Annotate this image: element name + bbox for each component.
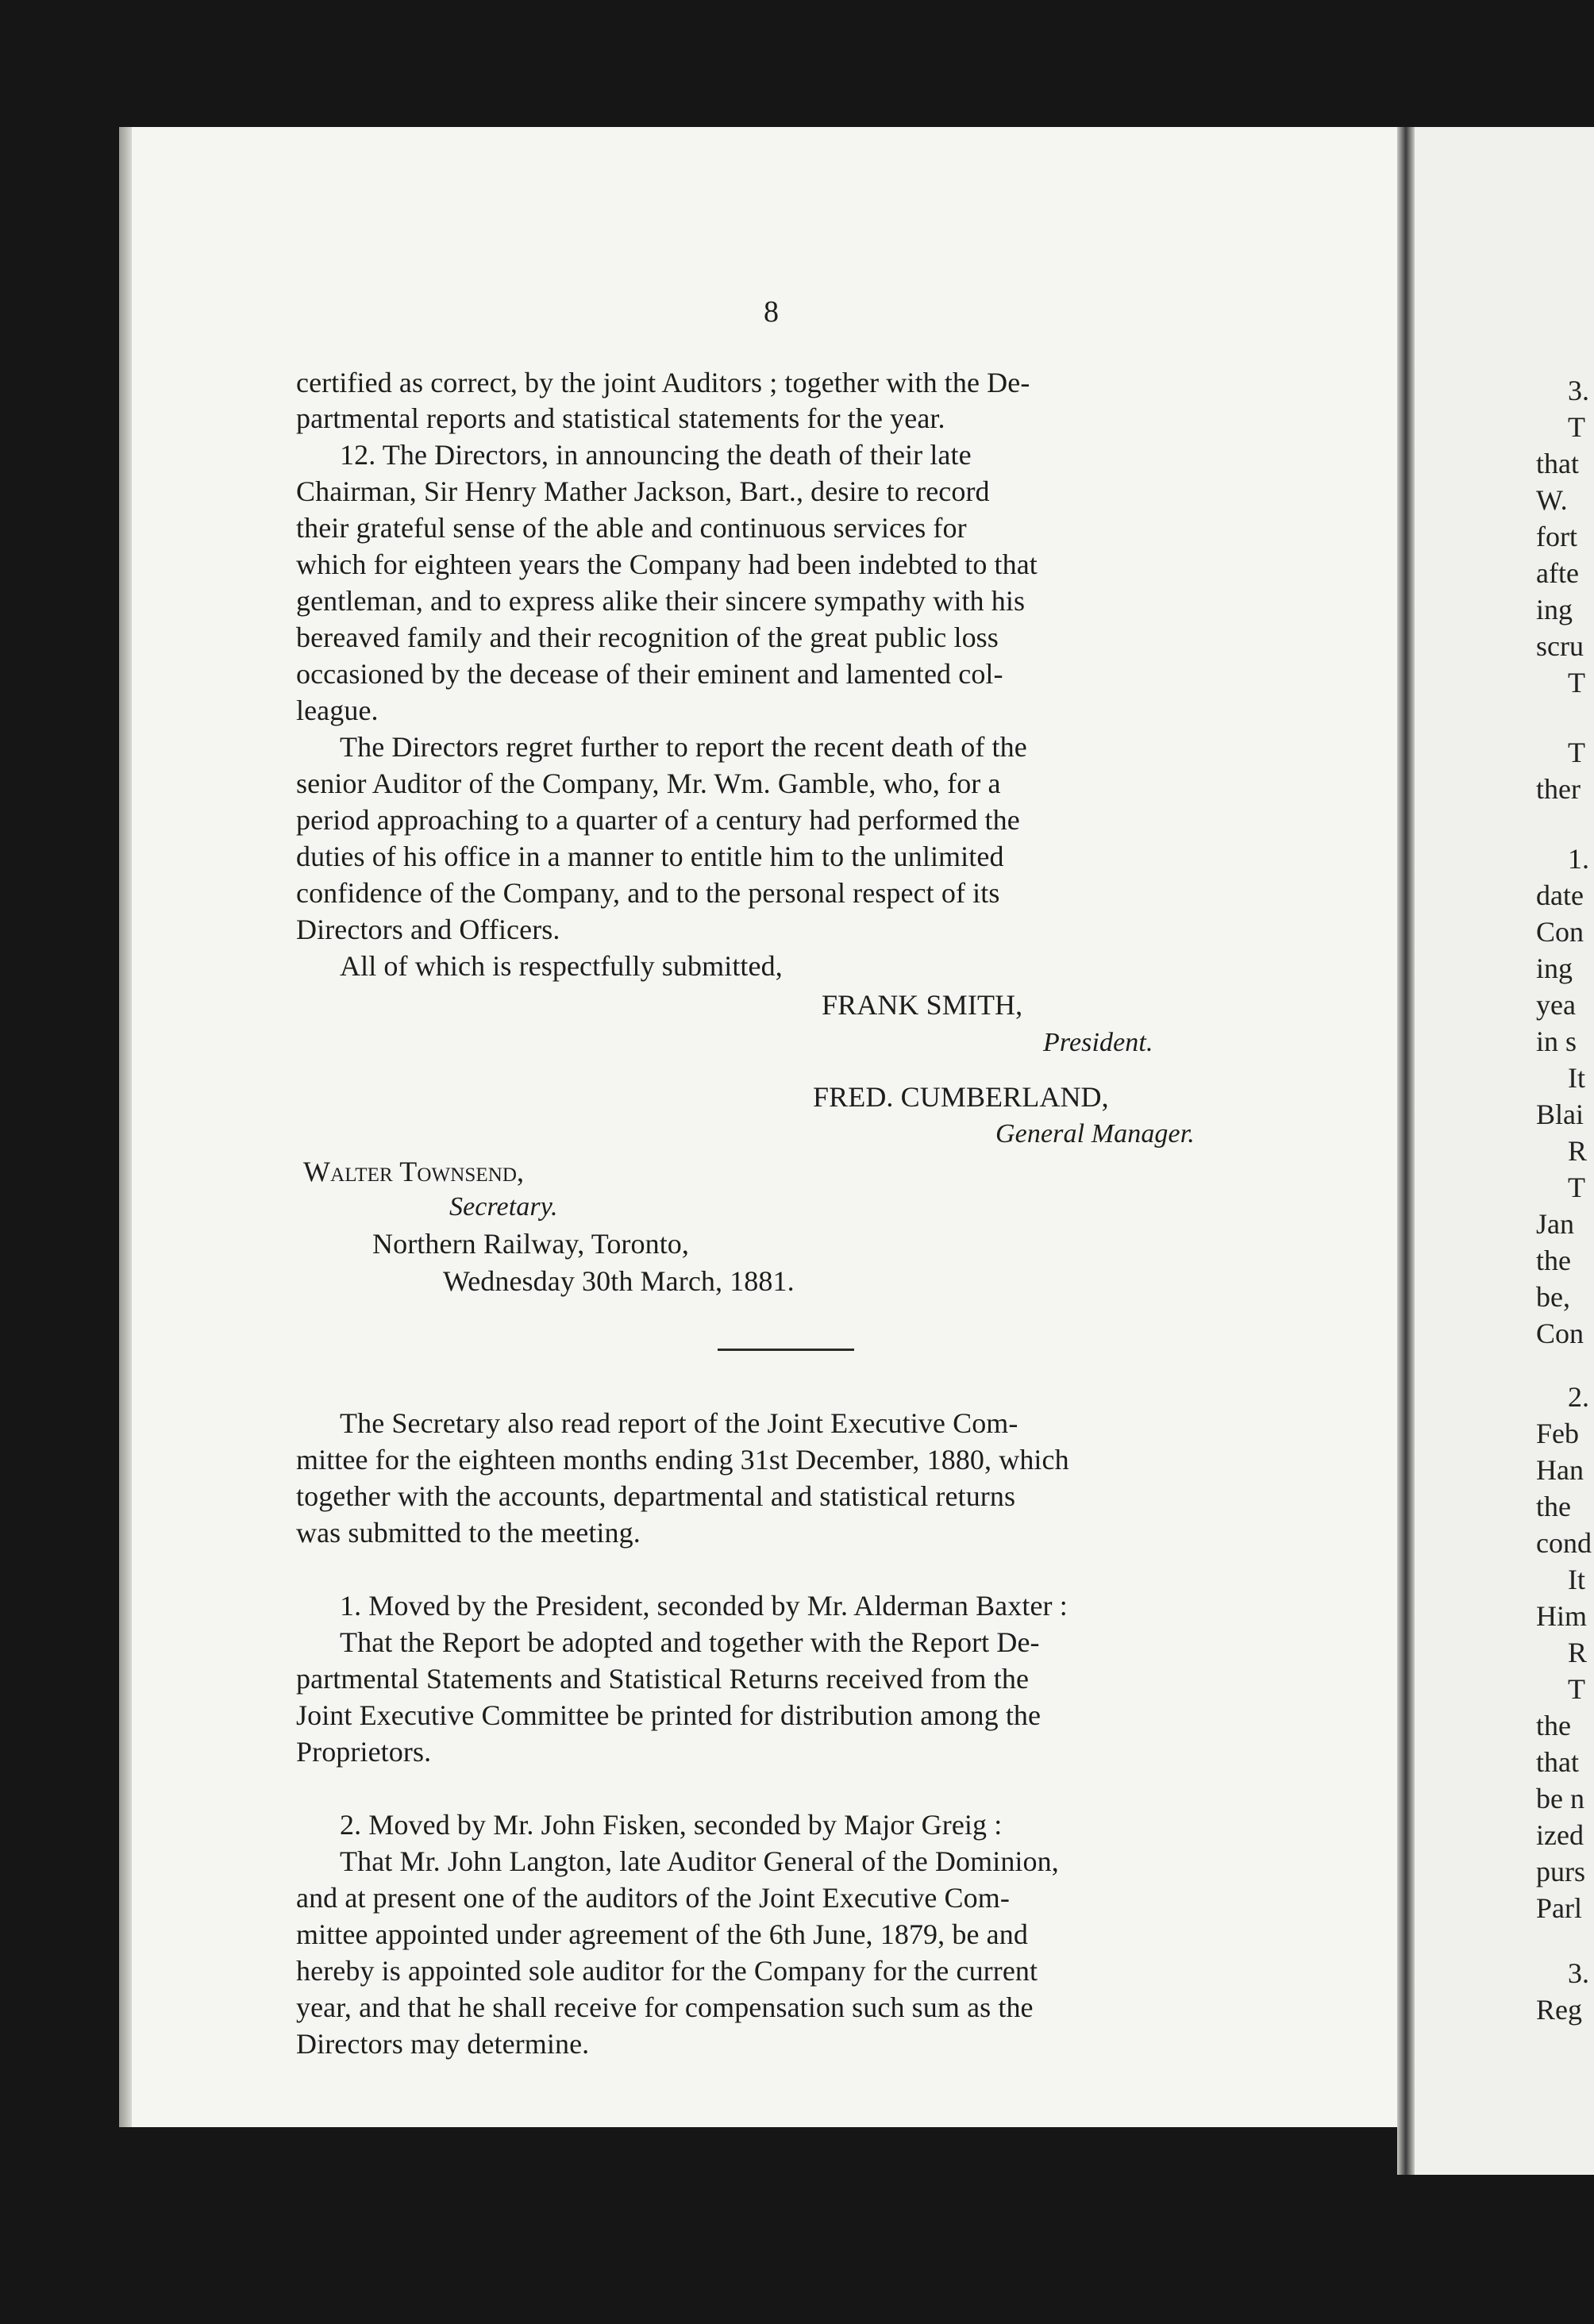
- adjacent-fragment: 2.: [1568, 1381, 1589, 1413]
- adjacent-fragment: Con: [1536, 1318, 1584, 1349]
- adjacent-fragment: purs: [1536, 1856, 1585, 1887]
- text-line: occasioned by the decease of their eminent and lamented col-: [296, 658, 1003, 690]
- text-line: their grateful sense of the able and continuous services for: [296, 512, 967, 544]
- president-name: FRANK SMITH,: [822, 989, 1023, 1021]
- adjacent-fragment: 1.: [1568, 843, 1589, 875]
- manager-name: FRED. CUMBERLAND,: [813, 1081, 1109, 1113]
- text-line: gentleman, and to express alike their sincere sympathy with his: [296, 585, 1026, 617]
- text-line: Directors and Officers.: [296, 914, 560, 945]
- text-line: The Directors regret further to report the recent death of the: [340, 731, 1027, 763]
- text-line: Directors may determine.: [296, 2028, 590, 2060]
- adjacent-fragment: It: [1568, 1062, 1585, 1094]
- adjacent-fragment: the: [1536, 1491, 1571, 1522]
- text-line: together with the accounts, departmental and statistical returns: [296, 1480, 1016, 1512]
- adjacent-fragment: scru: [1536, 630, 1584, 662]
- president-title: President.: [1043, 1028, 1153, 1057]
- date-line: Wednesday 30th March, 1881.: [443, 1265, 795, 1297]
- text-line: partmental Statements and Statistical Returns received from the: [296, 1663, 1030, 1695]
- text-line: Proprietors.: [296, 1736, 432, 1768]
- adjacent-fragment: Him: [1536, 1600, 1588, 1632]
- adjacent-fragment: 3.: [1568, 1957, 1589, 1989]
- adjacent-fragment: that: [1536, 1746, 1579, 1778]
- adjacent-fragment: R: [1568, 1637, 1588, 1668]
- adjacent-fragment: R: [1568, 1135, 1588, 1167]
- text-line: The Secretary also read report of the Joint Executive Com-: [340, 1407, 1018, 1439]
- adjacent-fragment: W.: [1536, 484, 1568, 516]
- manager-title: General Manager.: [995, 1119, 1195, 1149]
- adjacent-fragment: fort: [1536, 521, 1577, 552]
- text-line: year, and that he shall receive for compensation such sum as the: [296, 1991, 1034, 2023]
- text-line: mittee for the eighteen months ending 31st December, 1880, which: [296, 1444, 1069, 1476]
- adjacent-fragment: be n: [1536, 1783, 1584, 1814]
- adjacent-fragment: T: [1568, 1172, 1585, 1203]
- text-line: mittee appointed under agreement of the 6th June, 1879, be and: [296, 1918, 1028, 1950]
- text-line: bereaved family and their recognition of the great public loss: [296, 621, 999, 653]
- adjacent-fragment: T: [1568, 737, 1585, 768]
- adjacent-fragment: the: [1536, 1245, 1571, 1276]
- adjacent-fragment: T: [1568, 411, 1585, 443]
- adjacent-fragment: Jan: [1536, 1208, 1574, 1240]
- text-line: Joint Executive Committee be printed for distribution among the: [296, 1699, 1041, 1731]
- text-line: partmental reports and statistical statements for the year.: [296, 402, 945, 434]
- secretary-name: Walter Townsend,: [303, 1156, 525, 1187]
- adjacent-fragment: cond: [1536, 1527, 1592, 1559]
- text-line: hereby is appointed sole auditor for the Company for the current: [296, 1955, 1038, 1987]
- adjacent-fragment: ized: [1536, 1819, 1584, 1851]
- adjacent-fragment: yea: [1536, 989, 1576, 1021]
- adjacent-fragment: be,: [1536, 1281, 1570, 1313]
- page-left-edge: [119, 127, 132, 2127]
- place-line: Northern Railway, Toronto,: [372, 1228, 690, 1260]
- text-line: 2. Moved by Mr. John Fisken, seconded by Major Greig :: [340, 1809, 1003, 1841]
- text-line: period approaching to a quarter of a century had performed the: [296, 804, 1020, 836]
- page-fold-shadow: [1397, 127, 1415, 2175]
- adjacent-fragment: Parl: [1536, 1892, 1582, 1924]
- page-number: 8: [764, 295, 779, 329]
- adjacent-fragment: Blai: [1536, 1099, 1584, 1130]
- adjacent-fragment: that: [1536, 448, 1579, 479]
- adjacent-fragment: date: [1536, 879, 1584, 911]
- text-line: league.: [296, 695, 379, 726]
- adjacent-fragment: ing: [1536, 594, 1573, 625]
- text-line: which for eighteen years the Company had been indebted to that: [296, 548, 1038, 580]
- text-line: was submitted to the meeting.: [296, 1517, 641, 1549]
- adjacent-fragment: T: [1568, 1673, 1585, 1705]
- adjacent-fragment: It: [1568, 1564, 1585, 1595]
- adjacent-fragment: Con: [1536, 916, 1584, 948]
- adjacent-fragment: in s: [1536, 1025, 1577, 1057]
- adjacent-fragment: afte: [1536, 557, 1579, 589]
- text-line: certified as correct, by the joint Auditors ; together with the De-: [296, 367, 1030, 398]
- adjacent-fragment: Reg: [1536, 1994, 1582, 2026]
- text-line: Chairman, Sir Henry Mather Jackson, Bart., desire to record: [296, 475, 990, 507]
- adjacent-fragment: ther: [1536, 773, 1581, 805]
- text-line: 1. Moved by the President, seconded by Mr. Alderman Baxter :: [340, 1590, 1068, 1622]
- adjacent-fragment: 3.: [1568, 375, 1589, 406]
- adjacent-fragment: Feb: [1536, 1418, 1579, 1449]
- secretary-title: Secretary.: [449, 1192, 558, 1222]
- text-line: All of which is respectfully submitted,: [340, 950, 783, 982]
- adjacent-fragment: T: [1568, 667, 1585, 698]
- text-line: 12. The Directors, in announcing the death of their late: [340, 439, 972, 471]
- text-line: senior Auditor of the Company, Mr. Wm. Gamble, who, for a: [296, 768, 1001, 799]
- text-line: That Mr. John Langton, late Auditor General of the Dominion,: [340, 1845, 1059, 1877]
- text-line: That the Report be adopted and together with the Report De-: [340, 1626, 1040, 1658]
- adjacent-fragment: ing: [1536, 952, 1573, 984]
- adjacent-fragment: Han: [1536, 1454, 1584, 1486]
- text-line: duties of his office in a manner to entitle him to the unlimited: [296, 841, 1004, 872]
- text-line: confidence of the Company, and to the personal respect of its: [296, 877, 1000, 909]
- text-line: and at present one of the auditors of the Joint Executive Com-: [296, 1882, 1010, 1914]
- section-rule: [718, 1349, 854, 1351]
- adjacent-fragment: the: [1536, 1710, 1571, 1741]
